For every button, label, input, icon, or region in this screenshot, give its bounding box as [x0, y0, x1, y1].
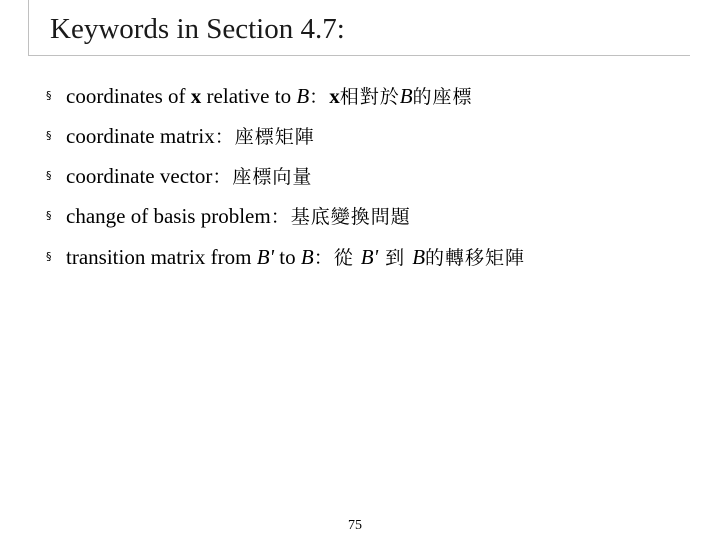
basis-symbol: B: [412, 245, 426, 269]
slide-title: Keywords in Section 4.7:: [50, 13, 345, 45]
keyword-text: [66, 160, 312, 193]
keyword-translation: ：座標向量: [212, 166, 313, 188]
bullet-icon: §: [46, 250, 52, 263]
basis-symbol: B': [256, 245, 275, 269]
title-underline: [28, 55, 690, 56]
keyword-term: coordinate matrix: [66, 124, 215, 148]
keyword-term: to: [274, 245, 301, 269]
keyword-text: [66, 241, 525, 274]
keyword-translation: ：座標矩陣: [214, 126, 315, 148]
keyword-text: [66, 80, 473, 113]
separator: ：: [309, 86, 330, 108]
basis-symbol: B': [360, 245, 379, 269]
keyword-translation: 相對於: [339, 86, 400, 108]
title-left-rule: [28, 0, 29, 56]
keyword-term: coordinates of: [66, 84, 191, 108]
keyword-text: [66, 200, 411, 233]
keyword-translation: 的座標: [412, 86, 473, 108]
bullet-icon: §: [46, 209, 52, 222]
keyword-term: relative to: [201, 84, 297, 108]
keyword-translation: ：基底變換問題: [270, 206, 411, 228]
vector-symbol: x: [190, 84, 202, 108]
keyword-text: [66, 120, 315, 153]
basis-symbol: B: [399, 84, 413, 108]
keyword-translation: ：從: [313, 247, 361, 269]
basis-symbol: B: [300, 245, 314, 269]
keyword-translation: 到: [378, 247, 413, 269]
keyword-translation: 的轉移矩陣: [425, 247, 526, 269]
bullet-icon: §: [46, 89, 52, 102]
basis-symbol: B: [296, 84, 310, 108]
bullet-icon: §: [46, 129, 52, 142]
vector-symbol: x: [329, 84, 340, 108]
bullet-icon: §: [46, 169, 52, 182]
keyword-term: coordinate vector: [66, 164, 213, 188]
keyword-term: transition matrix from: [66, 245, 257, 269]
page-number: 75: [348, 518, 362, 533]
keyword-term: change of basis problem: [66, 204, 271, 228]
